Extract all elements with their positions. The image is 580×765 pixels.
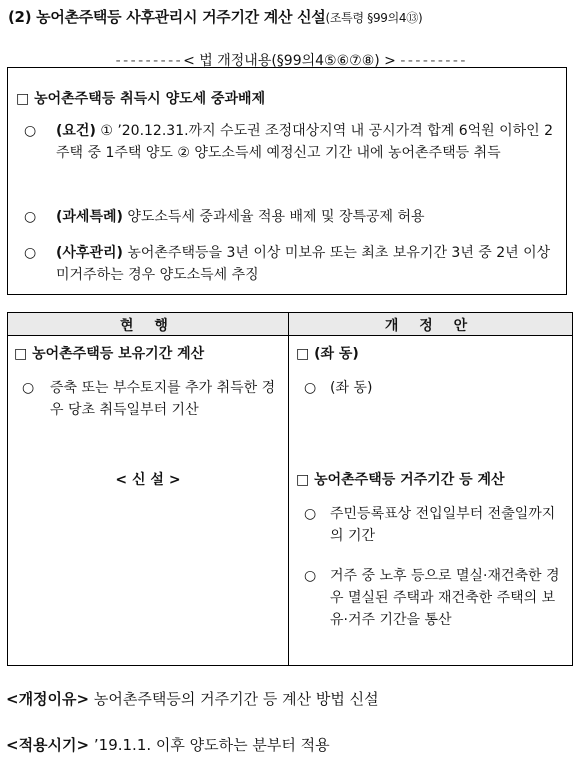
item-requirements [16,120,564,164]
proposed-heading-residence: □ 농어촌주택등 거주기간 등 계산 [296,472,505,488]
section-title-main: (2) 농어촌주택등 사후관리시 거주기간 계산 신설 [8,8,326,26]
bullet-marker: ○ [24,209,37,225]
effective-date-label: <적용시기> [6,736,90,754]
effective-date [6,734,330,755]
column-divider [288,313,289,665]
item-text: 농어촌주택등을 3년 이상 미보유 또는 최초 보유기간 3년 중 2년 이상 미거주하는 경우 양도소득세 추징 [56,245,551,283]
proposed-item2-text: 거주 중 노후 등으로 멸실·재건축한 경우 멸실된 주택과 재건축한 주택의 보유·거주 기간을 통산 [330,568,560,628]
item-label: (과세특례) [56,209,123,225]
current-bullet-marker: ○ [22,380,35,396]
law-change-header-label: < 법 개정내용(§99의4⑤⑥⑦⑧) > [183,53,396,69]
header-dash-right: - - - - - - - - - [400,53,465,69]
item-text: 양도소득세 중과세율 적용 배제 및 장특공제 허용 [127,209,425,225]
proposed-item1-marker: ○ [304,506,317,522]
proposed-item1-text: 주민등록표상 전입일부터 전출일까지의 기간 [330,506,556,544]
item-post-management [16,242,564,286]
proposed-bullet-text: (좌 동) [330,380,373,396]
item-label: (요건) [56,123,96,139]
item-tax-benefit [16,206,564,228]
effective-date-text: ’19.1.1. 이후 양도하는 분부터 적용 [93,736,330,754]
current-bullet-text: 증축 또는 부수토지를 추가 취득한 경우 당초 취득일부터 기산 [50,380,276,418]
section-title [8,6,422,27]
law-change-box [7,67,567,295]
current-new-marker: < 신 설 > [115,472,181,488]
revision-reason [6,688,379,709]
bullet-marker: ○ [24,123,37,139]
revision-reason-label: <개정이유> [6,690,90,708]
revision-reason-text: 농어촌주택등의 거주기간 등 계산 방법 신설 [93,690,379,708]
column-header-current: 현 행 [120,318,176,334]
box-heading: □ 농어촌주택등 취득시 양도세 중과배제 [16,91,266,107]
header-dash-left: - - - - - - - - - [115,53,184,69]
bullet-marker: ○ [24,245,37,261]
current-heading: □ 농어촌주택등 보유기간 계산 [14,346,205,362]
column-header-proposed: 개 정 안 [384,318,476,334]
proposed-item2-marker: ○ [304,568,317,584]
proposed-heading: □ (좌 동) [296,346,359,362]
section-title-ref: (조특령 §99의4⑬) [325,11,423,25]
item-text: ① ’20.12.31.까지 수도권 조정대상지역 내 공시가격 합계 6억원 이하인 2주택 중 1주택 양도 ② 양도소득세 예정신고 기간 내에 농어촌주택등 취득 [56,123,554,161]
comparison-table [7,312,573,666]
proposed-bullet-marker: ○ [304,380,317,396]
item-label: (사후관리) [56,245,123,261]
